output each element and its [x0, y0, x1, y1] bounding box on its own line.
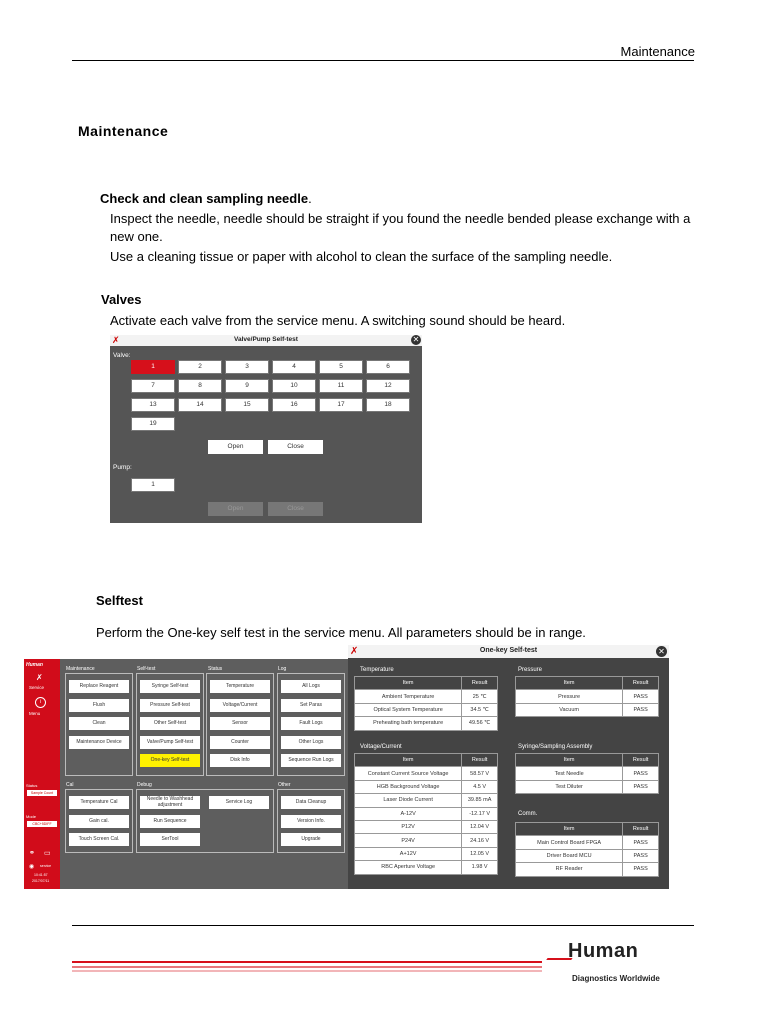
row-item: Ambient Temperature: [355, 690, 462, 703]
valve-button[interactable]: 14: [178, 398, 222, 412]
row-result: PASS: [623, 767, 659, 780]
column-item: Item: [355, 754, 462, 767]
column-item: Item: [516, 823, 623, 836]
valve-button[interactable]: 10: [272, 379, 316, 393]
panel-titlebar: [110, 335, 422, 346]
pump-button[interactable]: 1: [131, 478, 175, 492]
service-label: Service: [29, 685, 45, 690]
valve-button[interactable]: 2: [178, 360, 222, 374]
column-result: Result: [462, 754, 498, 767]
column-result: Result: [623, 754, 659, 767]
table-header: [516, 754, 659, 767]
clock-time: 10:41:57: [34, 873, 48, 877]
mode-value: CBC+5DIFF: [27, 821, 57, 827]
valve-button[interactable]: 6: [366, 360, 410, 374]
column-item: Item: [355, 677, 462, 690]
category-maintenance: Maintenance: [66, 666, 95, 672]
wrench-icon: ✗: [36, 673, 43, 682]
footer-stripe-3: [72, 970, 542, 972]
valve-open-button[interactable]: Open: [208, 440, 263, 454]
row-result: 39.85 mA: [462, 794, 498, 807]
service-logo-icon: ✗: [112, 335, 120, 345]
row-result: PASS: [623, 863, 659, 876]
category-cal: Cal: [66, 782, 74, 788]
row-item: Main Control Board FPGA: [516, 836, 623, 849]
close-icon[interactable]: ✕: [412, 335, 420, 344]
service-button[interactable]: SerTool: [140, 833, 200, 846]
row-result: PASS: [623, 849, 659, 862]
table-row: [355, 690, 498, 703]
clock-date: 2017/07/11: [32, 879, 50, 883]
service-button[interactable]: Other Logs: [281, 736, 341, 749]
service-button[interactable]: Clean: [69, 717, 129, 730]
row-item: HGB Background Voltage: [355, 780, 462, 793]
service-button[interactable]: Gain cal.: [69, 815, 129, 828]
service-button[interactable]: Upgrade: [281, 833, 341, 846]
service-button[interactable]: Temperature Cal: [69, 796, 129, 809]
row-result: 1.98 V: [462, 861, 498, 874]
valve-button[interactable]: 9: [225, 379, 269, 393]
table-row: [516, 780, 659, 793]
service-button[interactable]: Replace Reagent: [69, 680, 129, 693]
valve-button[interactable]: 19: [131, 417, 175, 431]
category-status: Status: [208, 666, 223, 672]
valve-button[interactable]: 18: [366, 398, 410, 412]
valve-button[interactable]: 17: [319, 398, 363, 412]
row-result: 4.5 V: [462, 780, 498, 793]
service-sidebar: [24, 659, 60, 889]
table-row: [355, 861, 498, 874]
valve-button[interactable]: 1: [131, 360, 175, 374]
needle-line1a: Inspect the needle, needle should be straight if you found the needle bended please exchange with a: [110, 211, 691, 226]
table-row: [516, 767, 659, 780]
table-row: [355, 767, 498, 780]
valves-text: Activate each valve from the service menu. A switching sound should be heard.: [110, 313, 566, 328]
table-row: [355, 717, 498, 730]
valve-button[interactable]: 15: [225, 398, 269, 412]
service-button[interactable]: Disk Info: [210, 754, 270, 767]
row-item: Pressure: [516, 690, 623, 703]
service-button[interactable]: Version Info.: [281, 815, 341, 828]
printer-icon: ▭: [44, 850, 51, 857]
network-icon: ⚭: [29, 850, 35, 857]
row-item: P24V: [355, 834, 462, 847]
row-result: -12.17 V: [462, 807, 498, 820]
table-row: [355, 847, 498, 860]
valve-button[interactable]: 12: [366, 379, 410, 393]
footer-stripe-2: [72, 966, 542, 968]
pump-open-button[interactable]: Open: [208, 502, 263, 516]
valve-pump-panel: [110, 335, 422, 523]
service-menu-screen: [24, 659, 350, 889]
column-item: Item: [516, 754, 623, 767]
row-item: Constant Current Source Voltage: [355, 767, 462, 780]
service-button[interactable]: Counter: [210, 736, 270, 749]
status-label: Status: [26, 783, 38, 788]
column-item: Item: [516, 677, 623, 690]
temperature-label: Temperature: [360, 667, 394, 673]
service-button[interactable]: Maintenance Device: [69, 736, 129, 749]
close-icon[interactable]: ✕: [656, 646, 667, 657]
table-header: [355, 677, 498, 690]
onekey-selftest-panel: [348, 645, 669, 889]
needle-line1b: new one.: [110, 229, 163, 244]
footer-stripe-1: [72, 961, 542, 963]
table-row: [355, 794, 498, 807]
table-row: [516, 836, 659, 849]
table-row: [355, 780, 498, 793]
service-button[interactable]: Sequence Run Logs: [281, 754, 341, 767]
row-item: RF Reader: [516, 863, 623, 876]
service-button[interactable]: Flush: [69, 699, 129, 712]
row-result: 58.57 V: [462, 767, 498, 780]
mode-label: Mode: [26, 814, 37, 819]
service-logo-icon: ✗: [350, 646, 359, 657]
onekey-title: One-key Self-test: [479, 647, 538, 654]
table-row: [355, 820, 498, 833]
valve-button[interactable]: 7: [131, 379, 175, 393]
needle-line2: Use a cleaning tissue or paper with alcohol to clean the surface of the sampling needle.: [110, 249, 613, 264]
human-logo: Human: [568, 940, 639, 962]
service-button[interactable]: Run Sequence: [140, 815, 200, 828]
table-row: [355, 807, 498, 820]
table-row: [516, 863, 659, 876]
syringe-table: [515, 753, 659, 794]
table-row: [516, 849, 659, 862]
selftest-heading: Selftest: [96, 593, 143, 608]
valve-button[interactable]: 11: [319, 379, 363, 393]
valves-heading: Valves: [101, 292, 142, 307]
service-button[interactable]: Needle to Washhead adjustment: [140, 796, 200, 809]
row-result: 12.04 V: [462, 820, 498, 833]
row-item: RBC Aperture Voltage: [355, 861, 462, 874]
pressure-label: Pressure: [518, 667, 543, 673]
service-button[interactable]: Service Log: [209, 796, 269, 809]
row-item: P12V: [355, 820, 462, 833]
needle-heading: Check and clean sampling needle.: [100, 191, 312, 206]
category-debug: Debug: [137, 782, 152, 788]
column-result: Result: [623, 677, 659, 690]
footer-rule: [72, 925, 694, 926]
service-button[interactable]: Voltage/Current: [210, 699, 270, 712]
service-button[interactable]: Touch Screen Cal.: [69, 833, 129, 846]
row-result: 49.56 ℃: [462, 717, 498, 730]
info-icon[interactable]: i: [35, 697, 46, 708]
valve-button[interactable]: 3: [225, 360, 269, 374]
running-header: Maintenance: [620, 44, 695, 59]
table-row: [516, 703, 659, 716]
column-result: Result: [462, 677, 498, 690]
service-button[interactable]: Other Self-test: [140, 717, 200, 730]
column-result: Result: [623, 823, 659, 836]
pump-close-button[interactable]: Close: [268, 502, 323, 516]
valve-button[interactable]: 13: [131, 398, 175, 412]
selftest-text: Perform the One-key self test in the service menu. All parameters should be in range.: [96, 625, 586, 640]
row-item: Test Needle: [516, 767, 623, 780]
row-result: 25 ℃: [462, 690, 498, 703]
valve-button[interactable]: 5: [319, 360, 363, 374]
row-result: PASS: [623, 836, 659, 849]
status-value: Sample Count: [27, 790, 57, 796]
row-result: 24.16 V: [462, 834, 498, 847]
row-item: Driver Board MCU: [516, 849, 623, 862]
table-row: [355, 834, 498, 847]
valve-close-button[interactable]: Close: [268, 440, 323, 454]
brand-logo: Human: [26, 662, 43, 668]
temperature-table: [354, 676, 498, 731]
voltage-table: [354, 753, 498, 875]
valve-label: Valve:: [113, 352, 131, 359]
table-header: [516, 677, 659, 690]
human-tagline: Diagnostics Worldwide: [572, 974, 660, 983]
row-item: A+12V: [355, 847, 462, 860]
table-row: [516, 690, 659, 703]
row-result: PASS: [623, 690, 659, 703]
row-result: 34.5 ℃: [462, 703, 498, 716]
comm-table: [515, 822, 659, 877]
pump-label: Pump:: [113, 464, 132, 471]
header-rule: [72, 60, 694, 61]
menu-label[interactable]: Menu: [29, 711, 41, 716]
valve-button[interactable]: 4: [272, 360, 316, 374]
service-button[interactable]: Pressure Self-test: [140, 699, 200, 712]
row-item: Vacuum: [516, 703, 623, 716]
row-result: PASS: [623, 703, 659, 716]
service-button[interactable]: Syringe Self-test: [140, 680, 200, 693]
row-item: Laser Diode Current: [355, 794, 462, 807]
service-button[interactable]: Data Cleanup: [281, 796, 341, 809]
row-result: 12.05 V: [462, 847, 498, 860]
service-button[interactable]: Valve/Pump Self-test: [140, 736, 200, 749]
user-name: service: [40, 864, 52, 868]
syringe-label: Syringe/Sampling Assembly: [518, 744, 593, 750]
service-button[interactable]: Sensor: [210, 717, 270, 730]
category-selftest: Self-test: [137, 666, 156, 672]
row-item: Test Diluter: [516, 780, 623, 793]
onekey-titlebar: [348, 645, 669, 658]
service-button[interactable]: Fault Logs: [281, 717, 341, 730]
valve-button[interactable]: 16: [272, 398, 316, 412]
category-other: Other: [278, 782, 291, 788]
pressure-table: [515, 676, 659, 717]
service-button[interactable]: Set Paras: [281, 699, 341, 712]
onekey-selftest-button[interactable]: One-key Self-test: [140, 754, 200, 767]
service-button[interactable]: All Logs: [281, 680, 341, 693]
user-icon: ◉: [29, 864, 35, 870]
table-header: [516, 823, 659, 836]
row-item: A-12V: [355, 807, 462, 820]
service-button[interactable]: Temperature: [210, 680, 270, 693]
table-row: [355, 703, 498, 716]
row-item: Optical System Temperature: [355, 703, 462, 716]
voltage-label: Voltage/Current: [360, 744, 402, 750]
row-result: PASS: [623, 780, 659, 793]
category-log: Log: [278, 666, 287, 672]
comm-label: Comm.: [518, 811, 538, 817]
row-item: Preheating bath temperature: [355, 717, 462, 730]
panel-title: Valve/Pump Self-test: [234, 336, 298, 343]
section-title: Maintenance: [78, 123, 169, 139]
table-header: [355, 754, 498, 767]
valve-button[interactable]: 8: [178, 379, 222, 393]
